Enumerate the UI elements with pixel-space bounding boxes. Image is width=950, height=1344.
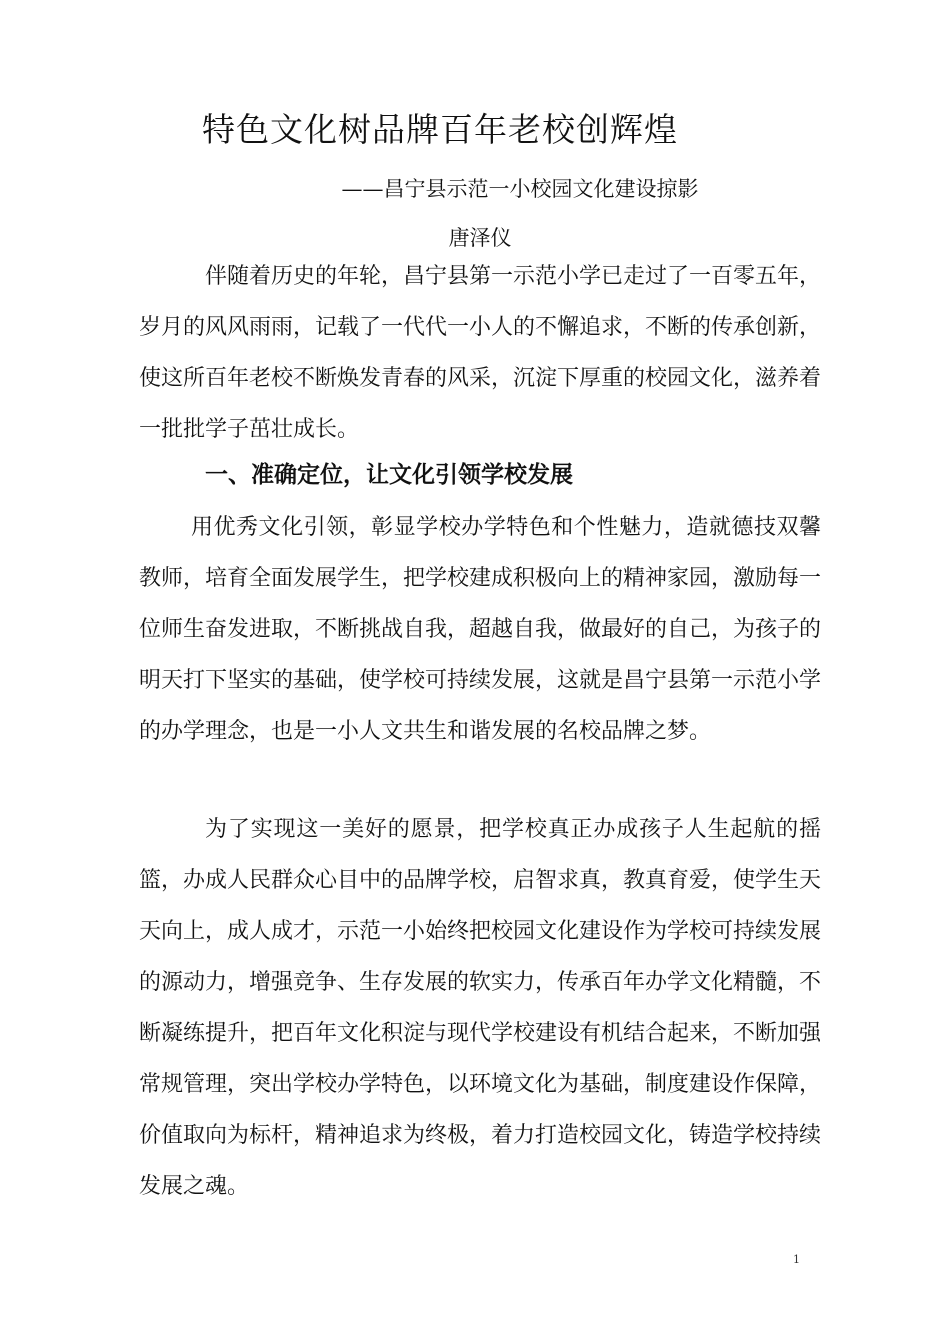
document-title: 特色文化树品牌百年老校创辉煌 xyxy=(202,110,678,149)
section-heading: 一、准确定位，让文化引领学校发展 xyxy=(205,462,573,488)
author-name: 唐泽仪 xyxy=(448,226,512,250)
document-subtitle: ——昌宁县示范一小校园文化建设掠影 xyxy=(341,177,699,201)
paragraph-intro: 伴随着历史的年轮，昌宁县第一示范小学已走过了一百零五年，岁月的风风雨雨，记载了一代代一小人的不懈追求，不断的传承创新，使这所百年老校不断焕发青春的风采，沉淀下厚重的校园文化，滋养着一批批学子茁壮成长。 xyxy=(139,264,822,442)
paragraph-vision: 为了实现这一美好的愿景，把学校真正办成孩子人生起航的摇篮，办成人民群众心目中的品牌学校，启智求真，教真育爱，使学生天天向上，成人成才，示范一小始终把校园文化建设作为学校可持续发展的源动力，增强竞争、生存发展的软实力，传承百年办学文化精髓，不断凝练提升，把百年文化积淀与现代学校建设有机结合起来，不断加强常规管理，突出学校办学特色，以环境文化为基础，制度建设作保障，价值取向为标杆，精神追求为终极，着力打造校园文化，铸造学校持续发展之魂。 xyxy=(139,817,822,1199)
page-number: 1 xyxy=(793,1253,800,1266)
paragraph-philosophy: 用优秀文化引领，彰显学校办学特色和个性魅力，造就德技双馨教师，培育全面发展学生，把学校建成积极向上的精神家园，激励每一位师生奋发进取，不断挑战自我，超越自我，做最好的自己，为孩子的明天打下坚实的基础，使学校可持续发展，这就是昌宁县第一示范小学的办学理念，也是一小人文共生和谐发展的名校品牌之梦。 xyxy=(139,515,822,744)
